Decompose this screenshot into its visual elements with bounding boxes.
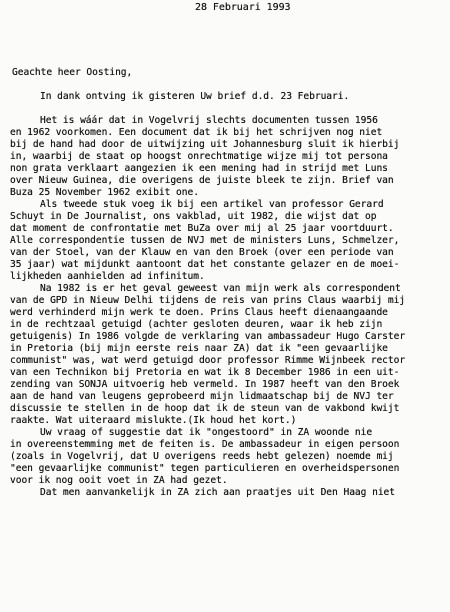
body-line: 35 jaar) wat mijdunkt aantoont dat het constante gelazer en de moei-	[10, 259, 400, 270]
body-line: in, waarbij de staat op hoogst onrechtmatige wijze mij tot persona	[10, 151, 388, 162]
body-line: communist" was, wat werd getuigd door professor Rimme Wijnbeek rector	[10, 355, 406, 366]
body-line: Als tweede stuk voeg ik bij een artikel van professor Gerard	[40, 199, 384, 210]
body-line: zending van SONJA uitvoerig heb vermeld. In 1987 heeft van den Broek	[10, 379, 400, 390]
body-line: in de rechtzaal getuigd (achter gesloten deuren, waar ik heb zijn	[10, 319, 383, 330]
body-line: (zoals in Vogelvrij, dat U overigens reeds hebt gelezen) noemde mij	[10, 451, 394, 462]
body-line: Schuyt in De Journalist, ons vakblad, uit 1982, die wijst dat op	[10, 211, 377, 222]
body-line: bij de hand had door de uitwijzing uit Johannesburg sluit ik hierbij	[10, 139, 400, 150]
body-line: Na 1982 is er het geval geweest van mijn werk als correspondent	[40, 283, 401, 294]
body-line: "een gevaarlijke communist" tegen particulieren en overheidspersonen	[10, 463, 400, 474]
body-line: lijkheden aanhielden ad infinitum.	[10, 271, 205, 282]
body-line: werd verhinderd mijn werk te doen. Prins Claus heeft dienaangaande	[10, 307, 388, 318]
salutation: Geachte heer Oosting,	[12, 67, 133, 78]
body-line: en 1962 voorkomen. Een document dat ik bij het schrijven nog niet	[10, 127, 383, 138]
body-line: dat moment de confrontatie met BuZa over mij al 25 jaar voortduurt.	[10, 223, 394, 234]
body-line: getuigenis) In 1986 volgde de verklaring van ambassadeur Hugo Carster	[10, 331, 406, 342]
body-line: discussie te stellen in de hoop dat ik de steun van de vakbond kwijt	[10, 403, 400, 414]
body-line: van de GPD in Nieuw Delhi tijdens de reis van prins Claus waarbij mij	[10, 295, 406, 306]
body-line: in overeenstemming met de feiten is. De ambassadeur in eigen persoon	[10, 439, 400, 450]
body-line: Buza 25 November 1962 exibit one.	[10, 187, 199, 198]
body-line: voor ik nog ooit voet in ZA had gezet.	[10, 475, 228, 486]
body-line: in Pretoria (bij mijn eerste reis naar ZA) dat ik "een gevaarlijke	[10, 343, 388, 354]
body-line: In dank ontving ik gisteren Uw brief d.d. 23 Februari.	[40, 91, 350, 102]
body-line: over Nieuw Guinea, die overigens de juiste bleek te zijn. Brief van	[10, 175, 394, 186]
body-line: Alle correspondentie tussen de NVJ met de ministers Luns, Schmelzer,	[10, 235, 400, 246]
body-line: Dat men aanvankelijk in ZA zich aan praatjes uit Den Haag niet	[40, 487, 396, 498]
body-line: Het is wáár dat in Vogelvrij slechts documenten tussen 1956	[40, 115, 378, 126]
body-line: Uw vraag of suggestie dat ik "ongestoord" in ZA woonde nie	[40, 427, 373, 438]
body-line: raakte. Wat uiteraard mislukte.(Ik houd het kort.)	[10, 415, 297, 426]
body-line: non grata verklaart aangezien ik een mening had in strijd met Luns	[10, 163, 388, 174]
body-line: aan de hand van leugens geprobeerd mijn lidmaatschap bij de NVJ ter	[10, 391, 394, 402]
body-line: van een Technikon bij Pretoria en wat ik 8 December 1986 in een uit-	[10, 367, 400, 378]
body-line: van der Stoel, van der Klauw en van den Broek (over een periode van	[10, 247, 394, 258]
letter-date: 28 Februari 1993	[195, 2, 291, 13]
